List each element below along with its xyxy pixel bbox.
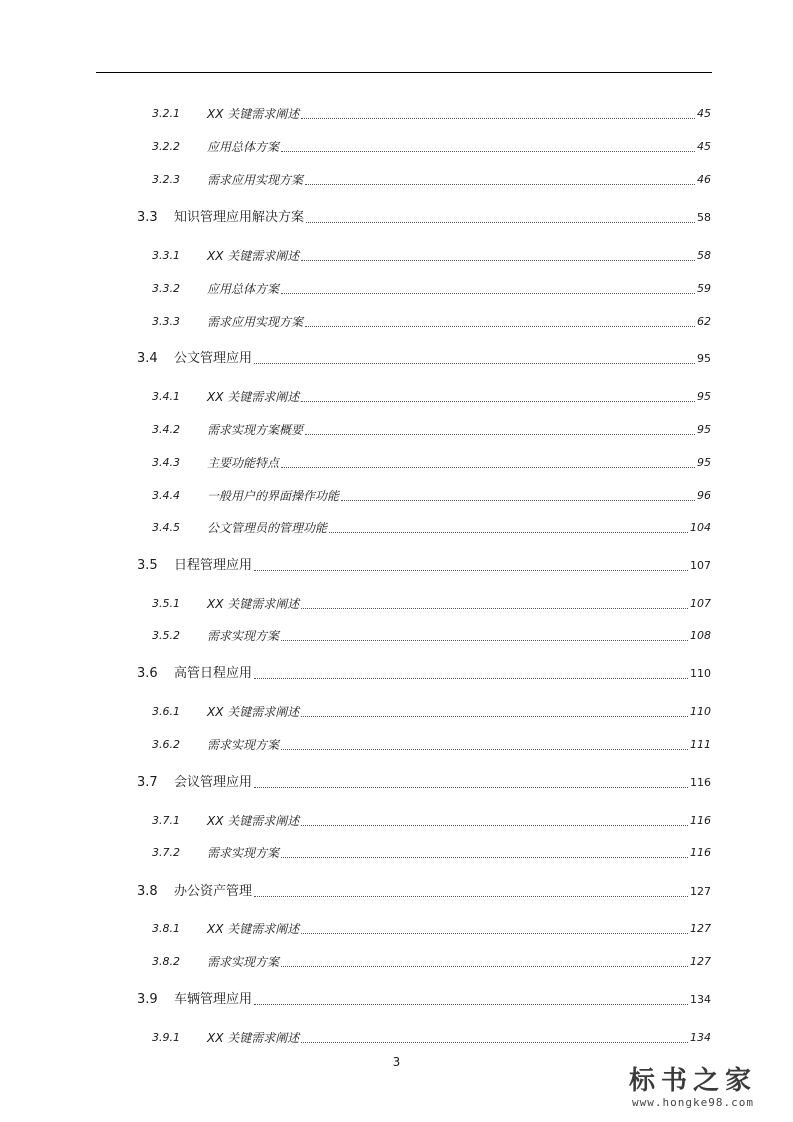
toc-entry-3-5[interactable] (0, 556, 793, 576)
toc-entry-3-5-1[interactable] (0, 594, 793, 614)
toc-dot-leader (305, 420, 695, 435)
toc-entry-page: 127 (690, 885, 711, 898)
watermark-title: 标书之家 (628, 1066, 757, 1096)
toc-dot-leader (281, 843, 688, 858)
toc-entry-title: XX 关键需求阐述 (207, 922, 300, 936)
toc-entry-number: 3.4.2 (152, 423, 180, 436)
toc-entry-number: 3.9.1 (152, 1031, 180, 1044)
toc-dot-leader (254, 990, 688, 1005)
toc-entry-title: 公文管理员的管理功能 (207, 521, 328, 535)
toc-dot-leader (254, 664, 688, 679)
toc-entry-3-6[interactable] (0, 664, 793, 684)
toc-entry-number: 3.5.2 (152, 629, 180, 642)
toc-dot-leader (305, 312, 695, 327)
toc-entry-page: 59 (697, 282, 711, 295)
toc-entry-number: 3.6.2 (152, 738, 180, 751)
toc-entry-3-2-3[interactable] (0, 170, 793, 190)
toc-entry-page: 45 (697, 140, 711, 153)
toc-entry-3-3-2[interactable] (0, 279, 793, 299)
toc-entry-page: 95 (697, 456, 711, 469)
toc-entry-page: 58 (697, 249, 711, 262)
toc-entry-title: 需求实现方案 (207, 629, 280, 643)
toc-entry-title: 需求实现方案 (207, 955, 280, 969)
toc-entry-3-9-1[interactable] (0, 1028, 793, 1048)
toc-entry-number: 3.4.3 (152, 456, 180, 469)
toc-entry-page: 110 (690, 667, 711, 680)
toc-entry-title: 主要功能特点 (207, 456, 280, 470)
toc-entry-page: 95 (697, 390, 711, 403)
toc-dot-leader (301, 246, 695, 261)
toc-entry-3-2-2[interactable] (0, 137, 793, 157)
toc-entry-title: 日程管理应用 (174, 558, 253, 573)
toc-dot-leader (301, 387, 695, 402)
toc-dot-leader (254, 882, 688, 897)
toc-entry-page: 104 (690, 521, 711, 534)
toc-entry-page: 46 (697, 173, 711, 186)
toc-entry-page: 62 (697, 315, 711, 328)
toc-entry-number: 3.3.2 (152, 282, 180, 295)
toc-dot-leader (329, 518, 688, 533)
toc-dot-leader (281, 952, 688, 967)
toc-entry-number: 3.3.1 (152, 249, 180, 262)
toc-dot-leader (301, 594, 688, 609)
toc-dot-leader (341, 486, 695, 501)
toc-entry-number: 3.7 (137, 775, 158, 790)
toc-dot-leader (301, 811, 688, 826)
toc-entry-number: 3.2.1 (152, 107, 180, 120)
toc-entry-number: 3.7.1 (152, 814, 180, 827)
toc-entry-title: XX 关键需求阐述 (207, 597, 300, 611)
toc-dot-leader (281, 137, 695, 152)
toc-entry-3-7-2[interactable] (0, 843, 793, 863)
toc-dot-leader (305, 170, 695, 185)
toc-entry-page: 116 (690, 846, 711, 859)
toc-entry-title: 需求应用实现方案 (207, 173, 304, 187)
toc-entry-page: 116 (690, 776, 711, 789)
toc-entry-page: 110 (690, 705, 711, 718)
toc-entry-3-3-3[interactable] (0, 312, 793, 332)
toc-dot-leader (306, 208, 695, 223)
toc-dot-leader (301, 104, 695, 119)
watermark-url: www.hongke98.com (632, 1096, 754, 1109)
toc-entry-title: 需求实现方案 (207, 738, 280, 752)
toc-dot-leader (254, 773, 688, 788)
header-rule (96, 72, 712, 73)
toc-dot-leader (254, 556, 688, 571)
toc-dot-leader (281, 735, 688, 750)
toc-entry-page: 95 (697, 423, 711, 436)
toc-entry-3-3[interactable] (0, 208, 793, 228)
toc-entry-page: 107 (690, 559, 711, 572)
toc-entry-page: 111 (690, 738, 711, 751)
toc-entry-page: 95 (697, 352, 711, 365)
toc-entry-title: 公文管理应用 (174, 351, 253, 366)
toc-entry-3-8[interactable] (0, 882, 793, 902)
watermark (613, 1066, 773, 1110)
toc-entry-title: 应用总体方案 (207, 140, 280, 154)
toc-entry-3-2-1[interactable] (0, 104, 793, 124)
toc-entry-page: 108 (690, 629, 711, 642)
toc-entry-number: 3.2.2 (152, 140, 180, 153)
toc-entry-number: 3.3 (137, 210, 158, 225)
toc-entry-title: 会议管理应用 (174, 775, 253, 790)
toc-entry-3-4-4[interactable] (0, 486, 793, 506)
toc-entry-page: 45 (697, 107, 711, 120)
toc-entry-3-4[interactable] (0, 349, 793, 369)
toc-entry-page: 134 (690, 1031, 711, 1044)
toc-entry-3-6-1[interactable] (0, 702, 793, 722)
toc-entry-page: 116 (690, 814, 711, 827)
toc-entry-title: XX 关键需求阐述 (207, 1031, 300, 1045)
toc-entry-number: 3.4.4 (152, 489, 180, 502)
toc-entry-number: 3.6.1 (152, 705, 180, 718)
toc-dot-leader (301, 919, 688, 934)
page-number: 3 (392, 1055, 401, 1069)
toc-entry-number: 3.8 (137, 884, 158, 899)
toc-entry-number: 3.4.5 (152, 521, 180, 534)
toc-entry-3-4-3[interactable] (0, 453, 793, 473)
toc-dot-leader (281, 453, 695, 468)
toc-entry-title: XX 关键需求阐述 (207, 390, 300, 404)
toc-entry-page: 96 (697, 489, 711, 502)
toc-entry-3-5-2[interactable] (0, 626, 793, 646)
toc-entry-number: 3.4.1 (152, 390, 180, 403)
toc-entry-title: 一般用户的界面操作功能 (207, 489, 340, 503)
toc-dot-leader (281, 279, 695, 294)
toc-entry-title: 办公资产管理 (174, 884, 253, 899)
toc-entry-page: 127 (690, 922, 711, 935)
toc-entry-title: XX 关键需求阐述 (207, 249, 300, 263)
toc-entry-3-6-2[interactable] (0, 735, 793, 755)
toc-entry-number: 3.2.3 (152, 173, 180, 186)
toc-entry-number: 3.9 (137, 992, 158, 1007)
toc-entry-title: 高管日程应用 (174, 666, 253, 681)
toc-entry-3-3-1[interactable] (0, 246, 793, 266)
toc-entry-title: 需求应用实现方案 (207, 315, 304, 329)
toc-entry-number: 3.8.2 (152, 955, 180, 968)
toc-entry-title: 知识管理应用解决方案 (174, 210, 305, 225)
toc-entry-number: 3.7.2 (152, 846, 180, 859)
toc-entry-title: 需求实现方案概要 (207, 423, 304, 437)
toc-entry-number: 3.3.3 (152, 315, 180, 328)
toc-entry-number: 3.6 (137, 666, 158, 681)
toc-entry-title: 应用总体方案 (207, 282, 280, 296)
toc-entry-3-8-2[interactable] (0, 952, 793, 972)
toc-entry-page: 107 (690, 597, 711, 610)
toc-entry-3-7-1[interactable] (0, 811, 793, 831)
toc-entry-title: XX 关键需求阐述 (207, 107, 300, 121)
toc-entry-title: 车辆管理应用 (174, 992, 253, 1007)
toc-dot-leader (254, 349, 695, 364)
toc-entry-number: 3.8.1 (152, 922, 180, 935)
toc-entry-3-4-5[interactable] (0, 518, 793, 538)
toc-dot-leader (301, 702, 688, 717)
toc-entry-number: 3.5.1 (152, 597, 180, 610)
toc-entry-3-8-1[interactable] (0, 919, 793, 939)
toc-entry-title: XX 关键需求阐述 (207, 814, 300, 828)
toc-entry-title: XX 关键需求阐述 (207, 705, 300, 719)
toc-entry-page: 134 (690, 993, 711, 1006)
toc-entry-3-4-2[interactable] (0, 420, 793, 440)
toc-entry-3-4-1[interactable] (0, 387, 793, 407)
toc-entry-number: 3.5 (137, 558, 158, 573)
toc-entry-3-7[interactable] (0, 773, 793, 793)
toc-entry-page: 127 (690, 955, 711, 968)
toc-entry-number: 3.4 (137, 351, 158, 366)
toc-dot-leader (281, 626, 688, 641)
toc-entry-3-9[interactable] (0, 990, 793, 1010)
toc-entry-page: 58 (697, 211, 711, 224)
toc-entry-title: 需求实现方案 (207, 846, 280, 860)
toc-dot-leader (301, 1028, 688, 1043)
